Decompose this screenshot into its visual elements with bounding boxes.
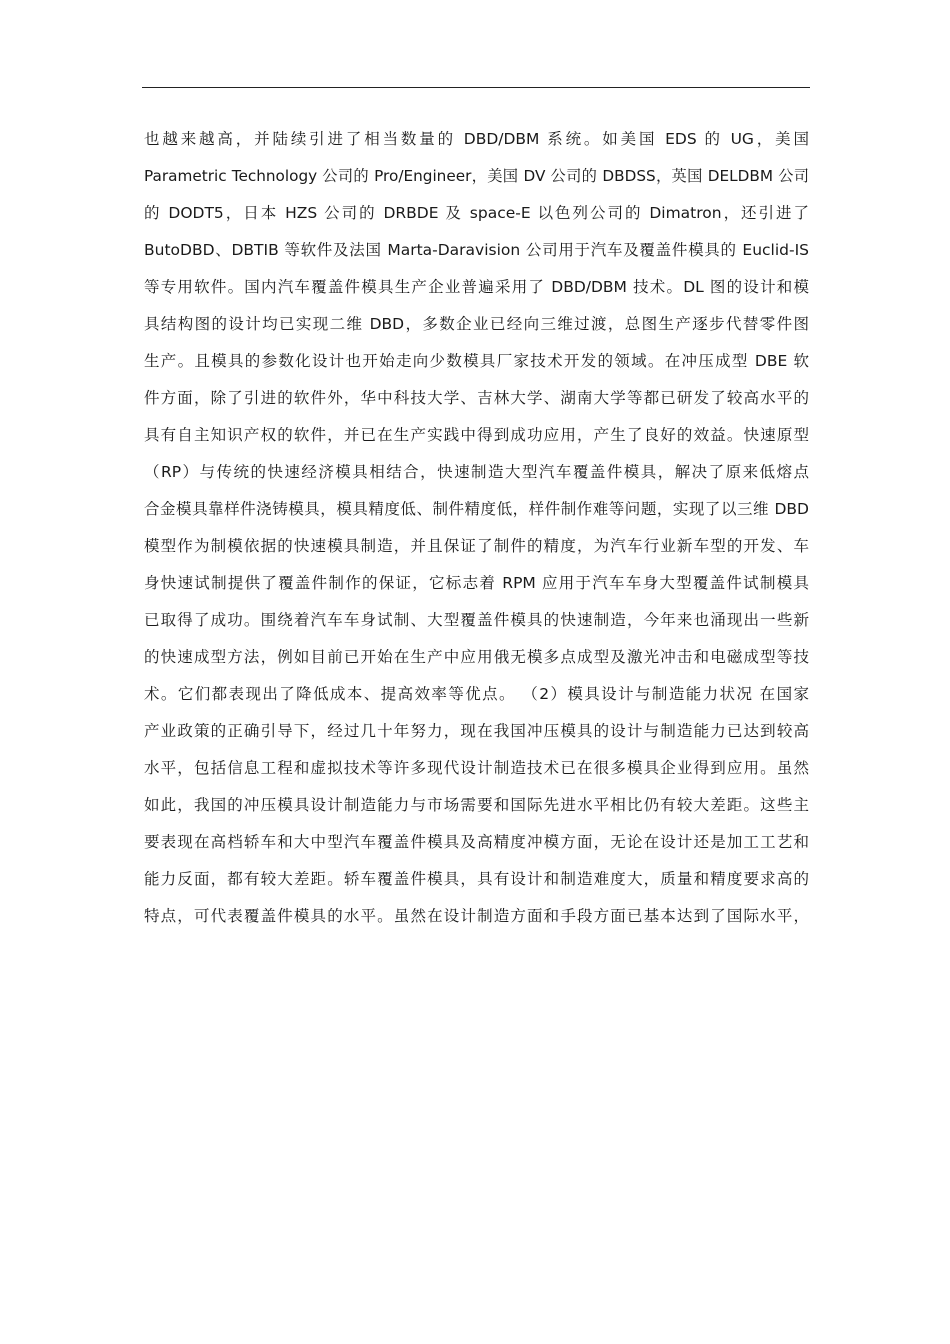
text-line: 水平，包括信息工程和虚拟技术等许多现代设计制造技术已在很多模具企业得到应用。虽然 (144, 759, 809, 777)
text-line: 身快速试制提供了覆盖件制作的保证，它标志着 RPM 应用于汽车车身大型覆盖件试制模具 (144, 574, 809, 592)
text-line: 生产。且模具的参数化设计也开始走向少数模具厂家技术开发的领域。在冲压成型 DBE 软 (144, 352, 809, 370)
text-line: ButoDBD、DBTIB 等软件及法国 Marta-Daravision 公司用于汽车及覆盖件模具的 Euclid-IS (144, 241, 809, 259)
text-line: 如此，我国的冲压模具设计制造能力与市场需要和国际先进水平相比仍有较大差距。这些主 (144, 796, 809, 814)
text-line: 术。它们都表现出了降低成本、提高效率等优点。 （2）模具设计与制造能力状况 在国家 (144, 685, 809, 703)
text-line: （RP）与传统的快速经济模具相结合，快速制造大型汽车覆盖件模具，解决了原来低熔点 (144, 463, 809, 481)
header-rule (142, 87, 810, 88)
text-line: 模型作为制模依据的快速模具制造，并且保证了制件的精度，为汽车行业新车型的开发、车 (144, 537, 809, 555)
text-line: 要表现在高档轿车和大中型汽车覆盖件模具及高精度冲模方面，无论在设计还是加工工艺和 (144, 833, 809, 851)
text-line: 的 DODT5，日本 HZS 公司的 DRBDE 及 space-E 以色列公司的 Dimatron，还引进了 (144, 204, 809, 222)
text-line: 具有自主知识产权的软件，并已在生产实践中得到成功应用，产生了良好的效益。快速原型 (144, 426, 809, 444)
text-line: Parametric Technology 公司的 Pro/Engineer，美国 DV 公司的 DBDSS，英国 DELDBM 公司 (144, 167, 809, 185)
text-line: 已取得了成功。围绕着汽车车身试制、大型覆盖件模具的快速制造，今年来也涌现出一些新 (144, 611, 809, 629)
text-line: 能力反面，都有较大差距。轿车覆盖件模具，具有设计和制造难度大，质量和精度要求高的 (144, 870, 809, 888)
text-line: 特点，可代表覆盖件模具的水平。虽然在设计制造方面和手段方面已基本达到了国际水平， (144, 907, 809, 925)
text-line: 具结构图的设计均已实现二维 DBD，多数企业已经向三维过渡，总图生产逐步代替零件图 (144, 315, 809, 333)
text-line: 件方面，除了引进的软件外，华中科技大学、吉林大学、湖南大学等都已研发了较高水平的 (144, 389, 809, 407)
text-line: 合金模具靠样件浇铸模具，模具精度低、制件精度低，样件制作难等问题，实现了以三维 DBD (144, 500, 809, 518)
body-text (144, 121, 809, 935)
text-line: 产业政策的正确引导下，经过几十年努力，现在我国冲压模具的设计与制造能力已达到较高 (144, 722, 809, 740)
text-line: 也越来越高，并陆续引进了相当数量的 DBD/DBM 系统。如美国 EDS 的 UG，美国 (144, 130, 809, 148)
text-line: 的快速成型方法，例如目前已开始在生产中应用俄无模多点成型及激光冲击和电磁成型等技 (144, 648, 809, 666)
text-line: 等专用软件。国内汽车覆盖件模具生产企业普遍采用了 DBD/DBM 技术。DL 图的设计和模 (144, 278, 809, 296)
